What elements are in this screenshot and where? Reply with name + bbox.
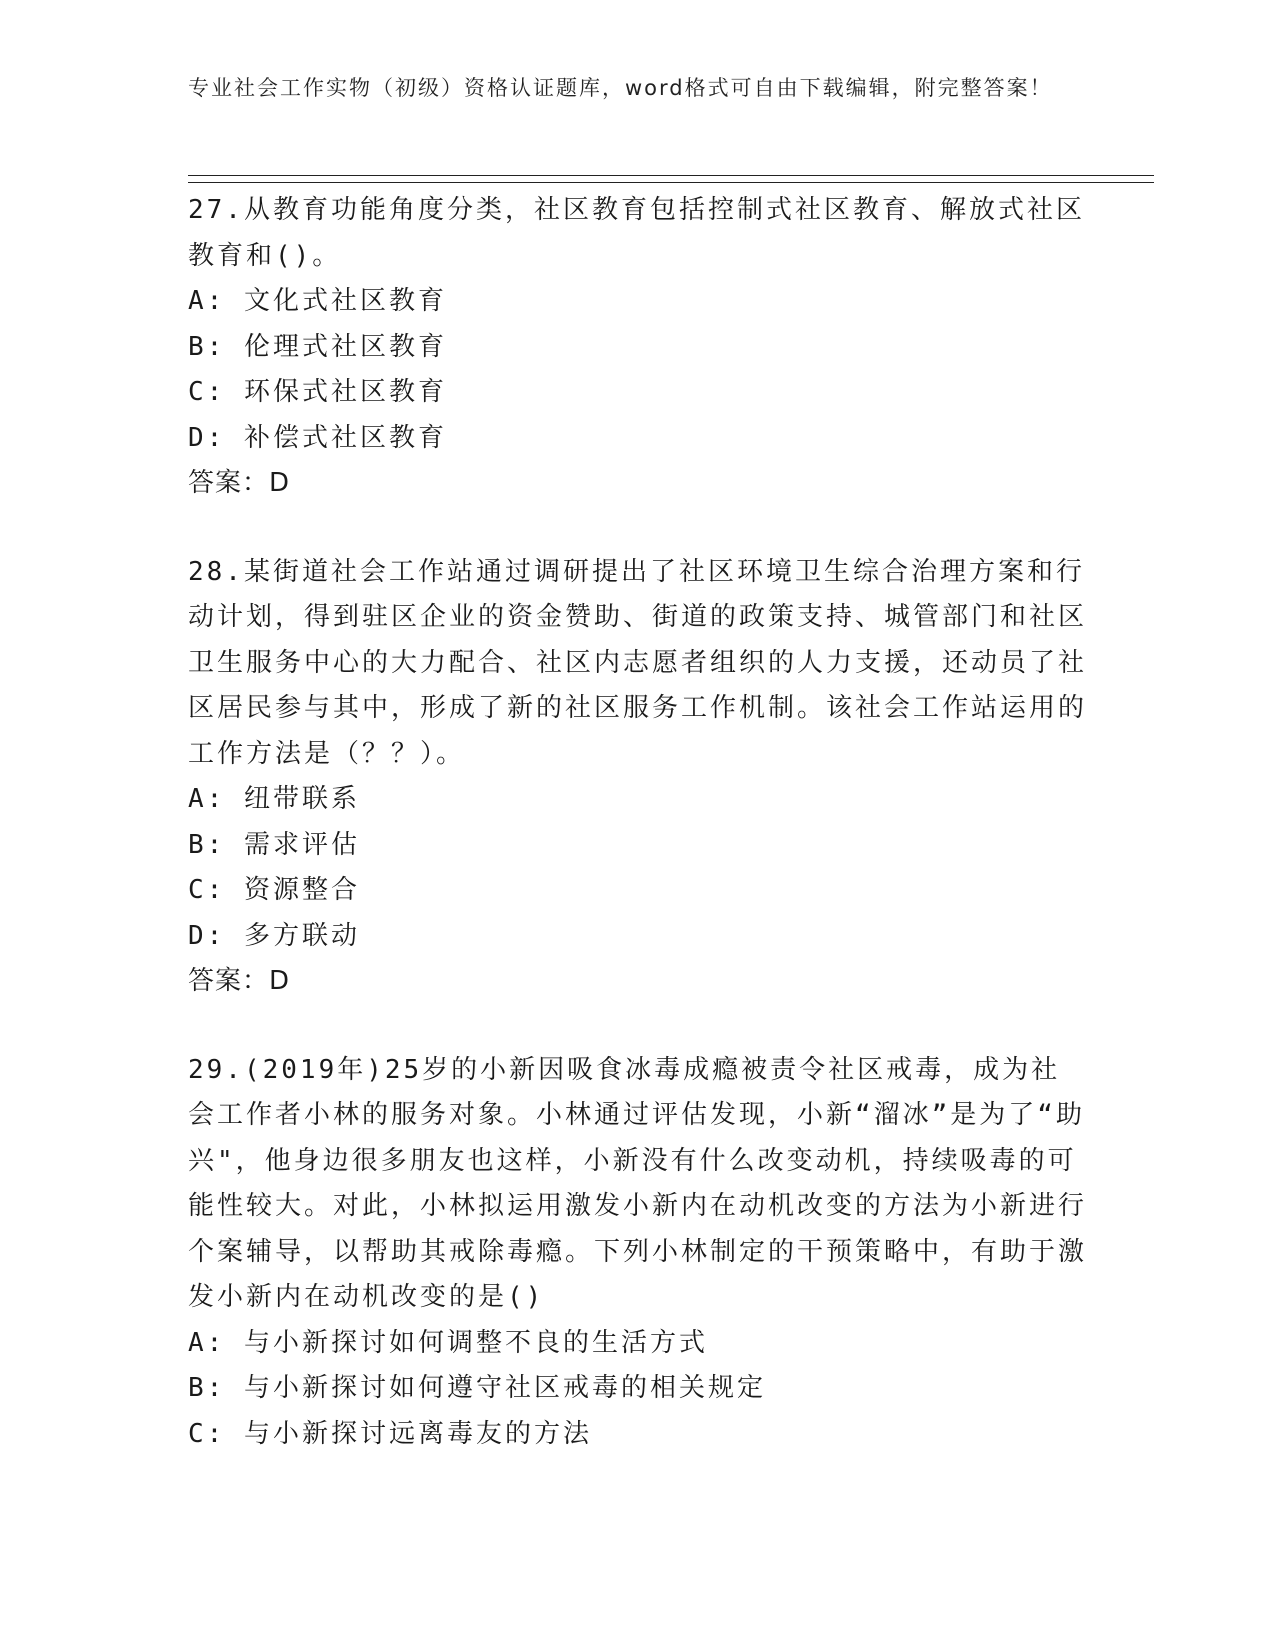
option-a: A: 文化式社区教育 (188, 286, 447, 316)
question-27 (188, 188, 1088, 507)
option-c: C: 资源整合 (188, 875, 360, 905)
header-rule-bottom (188, 182, 1154, 183)
option-d: D: 补偿式社区教育 (188, 422, 447, 453)
answer-label: 答案：D (188, 468, 291, 498)
question-stem: 27.从教育功能角度分类，社区教育包括控制式社区教育、解放式社区教育和()。 (188, 195, 1085, 271)
question-stem: 28.某街道社会工作站通过调研提出了社区环境卫生综合治理方案和行动计划，得到驻区企业的资金赞助、街道的政策支持、城管部门和社区卫生服务中心的大力配合、社区内志愿者组织的人力支援，还动员了社区居民参与其中，形成了新的社区服务工作机制。该社会工作站运用的工作方法是（？？）。 (188, 556, 1088, 769)
answer-label: 答案：D (188, 966, 291, 996)
option-a: A: 纽带联系 (188, 784, 360, 814)
question-28 (188, 550, 1088, 1005)
option-b: B: 与小新探讨如何遵守社区戒毒的相关规定 (188, 1373, 766, 1403)
document-header: 专业社会工作实物（初级）资格认证题库，word格式可自由下载编辑，附完整答案！ (188, 76, 1053, 100)
question-stem: 29.(2019年)25岁的小新因吸食冰毒成瘾被责令社区戒毒，成为社会工作者小林的服务对象。小林通过评估发现，小新“溜冰”是为了“助兴"，他身边很多朋友也这样，小新没有什么改变动机，持续吸毒的可能性较大。对此，小林拟运用激发小新内在动机改变的方法为小新进行个案辅导，以帮助其戒除毒瘾。下列小林制定的干预策略中，有助于激发小新内在动机改变的是() (188, 1054, 1088, 1312)
option-c: C: 环保式社区教育 (188, 377, 447, 407)
question-list (188, 188, 1088, 1500)
option-c: C: 与小新探讨远离毒友的方法 (188, 1418, 592, 1449)
question-29 (188, 1048, 1088, 1458)
header-rule-top (188, 175, 1154, 176)
option-b: B: 需求评估 (188, 829, 360, 860)
option-b: B: 伦理式社区教育 (188, 331, 447, 362)
option-a: A: 与小新探讨如何调整不良的生活方式 (188, 1327, 708, 1358)
option-d: D: 多方联动 (188, 920, 360, 951)
